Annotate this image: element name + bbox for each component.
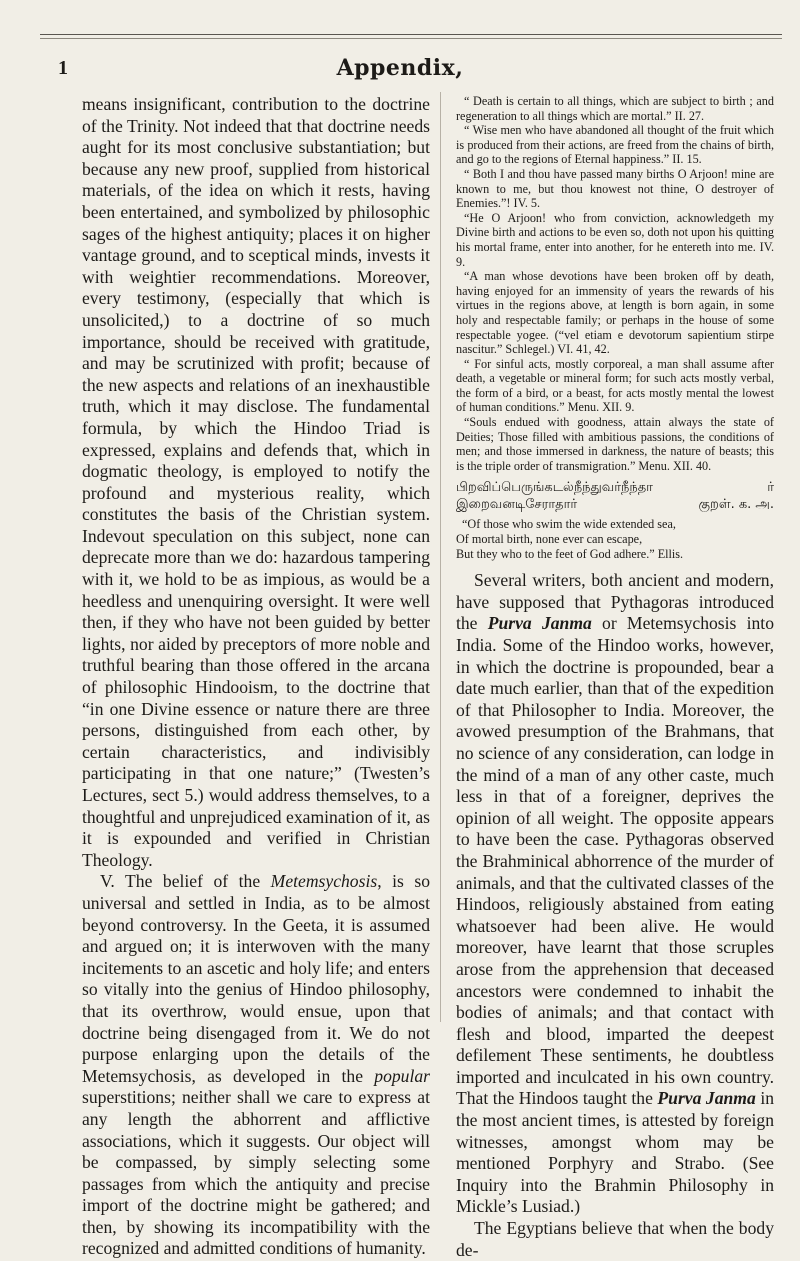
tamil-line-2: இறைவனடிசேராதார் bbox=[456, 497, 578, 513]
emphasis-popular: popular bbox=[374, 1065, 430, 1086]
verse-line: But they who to the feet of God adhere.” Ellis. bbox=[456, 546, 684, 561]
page-number: 1 bbox=[58, 57, 68, 79]
left-column bbox=[82, 94, 430, 1260]
quotation: “ Both I and thou have passed many births O Arjoon! mine are known to me, but thou knowest not thine, O destroyer of Enemies.”! IV. 5. bbox=[456, 166, 774, 211]
quotation: “ Wise men who have abandoned all thought of the fruit which is produced from their actions, are freed from the chains of birth, and go to the regions of Eternal happiness.” II. 15. bbox=[456, 123, 774, 167]
quotation: “Souls endued with goodness, attain always the state of Deities; Those filled with ambitious passions, the conditions of men; and those immersed in darkness, the nature of beasts; this is the triple order of transmigration.” Menu. XII. 40. bbox=[456, 415, 774, 473]
right-column bbox=[456, 94, 774, 1261]
paragraph-pythagoras: Several writers, both ancient and modern, have supposed that Pythagoras introduced the Purva Janma or Metemsychosis into India. Some of the Hindoo works, however, in which the doctrine is propounded, bear a date much earlier, than that of the expedition of that Philosopher to India. Moreover, the avowed presumption of the Brahmans, that no science of any consideration, can lodge in the mind of a man of any other caste, much less in that of a foreigner, deprives the opinion of all weight. The opposite appears to have been the case. Pythagoras observed the Brahminical abhorrence of the murder of animals, and that the cultivated classes of the Hindoos, religiously abstained from eating whatsoever had been alive. He would moreover, have learnt that those scruples arose from the apprehension that deceased ancestors were condemned to inhabit the bodies of animals; and that contact with flesh and blood, imparted the deepest defilement These sentiments, he doubtless imported and inculcated in his own country. That the Hindoos taught the Purva Janma in the most ancient times, is attested by foreign witnesses, amongst whom may be mentioned Porphyry and Strabo. (See Inquiry into the Brahmin Philosophy in Mickle’s Lusiad.) bbox=[456, 570, 774, 1217]
paragraph-metemsychosis: V. The belief of the Metemsychosis, is so universal and settled in India, as to be almost beyond controversy. In the Geeta, it is assumed and argued on; it is interwoven with the many incitements to an ascetic and holy life; and enters so vitally into the genius of Hindoo philosophy, that its overthrow, would ensue, upon that doctrine being disengaged from it. We do not purpose enlarging upon the details of the Metemsychosis, as developed in the popular superstitions; neither shall we care to express at any length the abhorrent and afflictive associations, which it suggests. Our object will be compassed, by simply selecting some passages from which the antiquity and precise import of the doctrine might be gathered; and then, by showing its incompatibility with the recognized and admitted conditions of humanity. bbox=[82, 871, 431, 1259]
verse-line: “Of those who swim the wide extended sea, bbox=[462, 517, 676, 532]
quotation: “ Death is certain to all things, which are subject to birth ; and regeneration to all things which are mortal.” II. 27. bbox=[456, 94, 774, 123]
right-body-text bbox=[456, 570, 774, 1261]
footnote-quotations bbox=[456, 94, 774, 473]
column-divider bbox=[440, 92, 441, 1022]
emphasis-purva-janma: Purva Janma bbox=[487, 613, 592, 634]
emphasis-purva-janma-2: Purva Janma bbox=[657, 1088, 756, 1109]
quotation: “A man whose devotions have been broken off by death, having enjoyed for an immensity of years the rewards of his virtues in the regions above, at length is born again, in some holy and respectable family; or perhaps in the house of some respectable yogee. (“vel etiam e devotorum sapientium stirpe nascitur.” Schlegel.) VI. 41, 42. bbox=[456, 269, 774, 357]
paragraph-trinity: means insignificant, contribution to the doctrine of the Trinity. Not indeed that that doctrine needs aught for its most conclusive substantiation; but because any new proof, supplied from historical materials, of the idea on which it rests, having been entertained, and symbolized by philosophic sages of the highest antiquity; places it on higher vantage ground, and to sceptical minds, invests it with weightier recommendations. Moreover, every testimony, (especially that which is unsolicited,) to a doctrine of so much importance, should be received with gratitude, and may be scrutinized with profit; because of the new aspects and relations of an inexhaustible truth, which it may disclose. The fundamental formula, by which the Hindoo Triad is expressed, explains and defends that, which in dogmatic theology, is employed to notify the profound and mysterious reality, which constitutes the basis of the Christian system. Indevout speculation on this subject, none can deprecate more than we do: hazardous tampering with it, we hold to be as impious, as would be a heedless and unenquiring oversight. It were well then, if they who have not been guided by better lights, nor aided by preceptors of more noble and truthful bearing than those offered in the arcana of philosophic Hindooism, to the doctrine that “in one Divine essence or nature there are three persons, distinguished from each other, by certain characteristics, and indivisibly participating in that one nature;” (Twesten’s Lectures, sect 5.) would address themselves, to a thoughtful and unprejudiced examination of it, as it is expounded and verified in Christian Theology. bbox=[82, 94, 430, 870]
top-rule bbox=[40, 34, 782, 35]
tamil-line-1: பிறவிப்பெருங்கடல்நீந்துவர்நீந்தா bbox=[456, 480, 653, 496]
tamil-reference: குறள். க. அ. bbox=[698, 497, 774, 513]
quotation: “He O Arjoon! who from conviction, acknowledgeth my Divine birth and actions to be even so, doth not upon his quitting his mortal frame, enter into another, for he entereth into me. IV. 9. bbox=[456, 210, 774, 269]
verse-translation bbox=[456, 517, 774, 561]
verse-line: Of mortal birth, none ever can escape, bbox=[456, 532, 643, 547]
emphasis-metemsychosis: Metemsychosis bbox=[270, 871, 378, 892]
running-title: Appendix, bbox=[336, 55, 464, 81]
page-header bbox=[0, 57, 800, 87]
quotation: “ For sinful acts, mostly corporeal, a man shall assume after death, a vegetable or mineral form; for such acts mostly verbal, the form of a bird, or a beast, for acts mostly mental the lowest of human conditions.” Menu. XII. 9. bbox=[456, 356, 774, 415]
tamil-couplet bbox=[456, 479, 774, 513]
paragraph-egyptians: The Egyptians believe that when the body de- bbox=[456, 1218, 774, 1260]
tamil-line-1-end: ர் bbox=[767, 480, 774, 496]
top-rule-secondary bbox=[40, 38, 782, 39]
